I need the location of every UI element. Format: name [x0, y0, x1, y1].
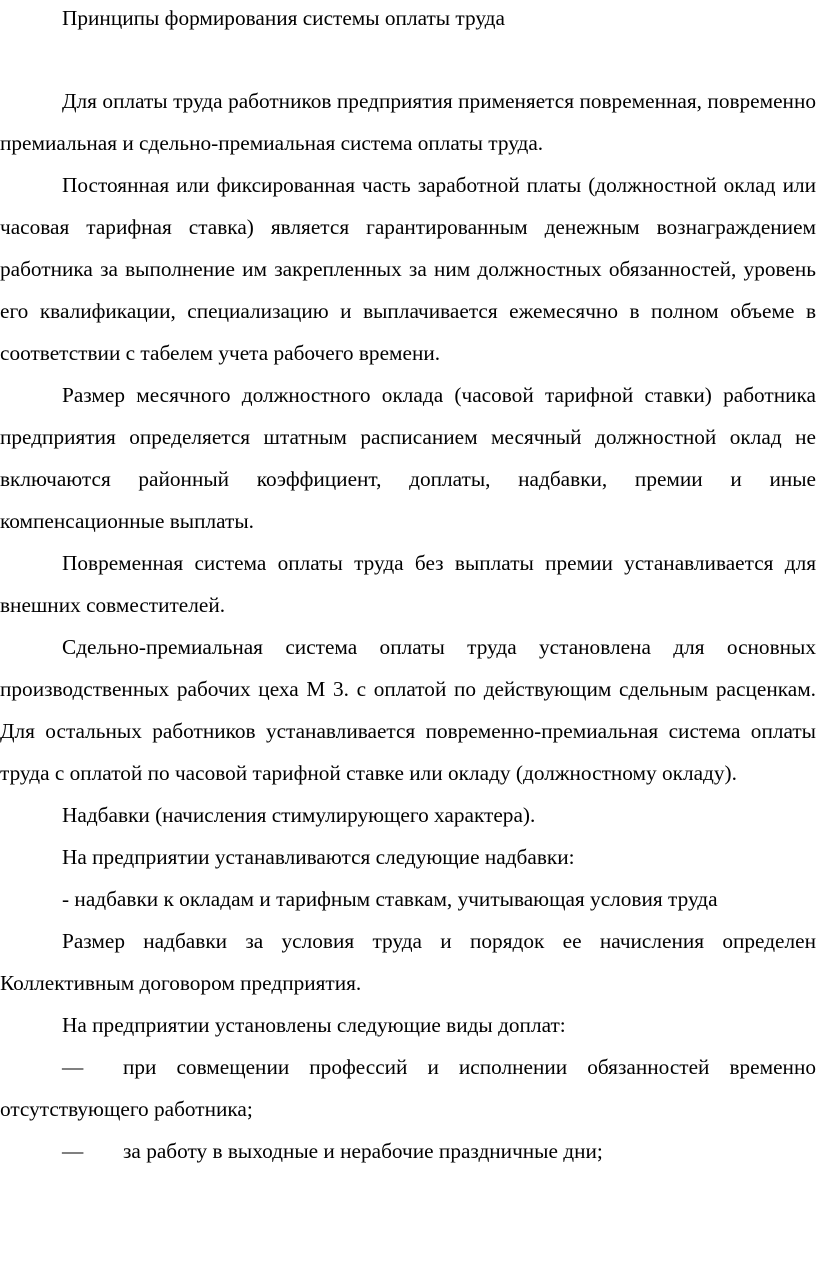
paragraph-4: Повременная система оплаты труда без выплаты премии устанавливается для внешних совместителей. [0, 551, 816, 617]
paragraph-3: Размер месячного должностного оклада (часовой тарифной ставки) работника предприятия определяется штатным расписанием месячный должностной оклад не включаются районный коэффициент, доплаты, надбавки, премии и иные компенсационные выплаты. [0, 383, 816, 533]
paragraph-9: Размер надбавки за условия труда и порядок ее начисления определен Коллективным договором предприятия. [0, 929, 816, 995]
paragraph-7: На предприятии устанавливаются следующие надбавки: [62, 845, 575, 869]
dash-marker: — [62, 1055, 84, 1079]
paragraph-8: - надбавки к окладам и тарифным ставкам, учитывающая условия труда [62, 887, 718, 911]
dash-marker: — [62, 1139, 84, 1163]
paragraph-10: На предприятии установлены следующие виды доплат: [62, 1013, 566, 1037]
dash-item-text: при совмещении профессий и исполнении обязанностей временно отсутствующего работника; [0, 1055, 816, 1121]
paragraph-5: Сдельно-премиальная система оплаты труда установлена для основных производственных рабочих цеха М 3. с оплатой по действующим сдельным расценкам. Для остальных работников устанавливается повременно-премиальная система оплаты труда с оплатой по часовой тарифной ставке или окладу (должностному окладу). [0, 635, 816, 785]
dash-list-item-1 [0, 1046, 816, 1130]
paragraph-2: Постоянная или фиксированная часть заработной платы (должностной оклад или часовая тарифная ставка) является гарантированным денежным вознаграждением работника за выполнение им закрепленных за ним должностных обязанностей, уровень его квалификации, специализацию и выплачивается ежемесячно в полном объеме в соответствии с табелем учета рабочего времени. [0, 173, 816, 365]
dash-item-text: за работу в выходные и нерабочие праздничные дни; [123, 1139, 603, 1163]
paragraph-1: Для оплаты труда работников предприятия применяется повременная, повременно премиальная и сдельно-премиальная система оплаты труда. [0, 89, 816, 155]
paragraph-6: Надбавки (начисления стимулирующего характера). [62, 803, 536, 827]
document-title: Принципы формирования системы оплаты труда [62, 6, 505, 30]
dash-list-item-2 [0, 1130, 816, 1172]
document-body [0, 80, 816, 1172]
